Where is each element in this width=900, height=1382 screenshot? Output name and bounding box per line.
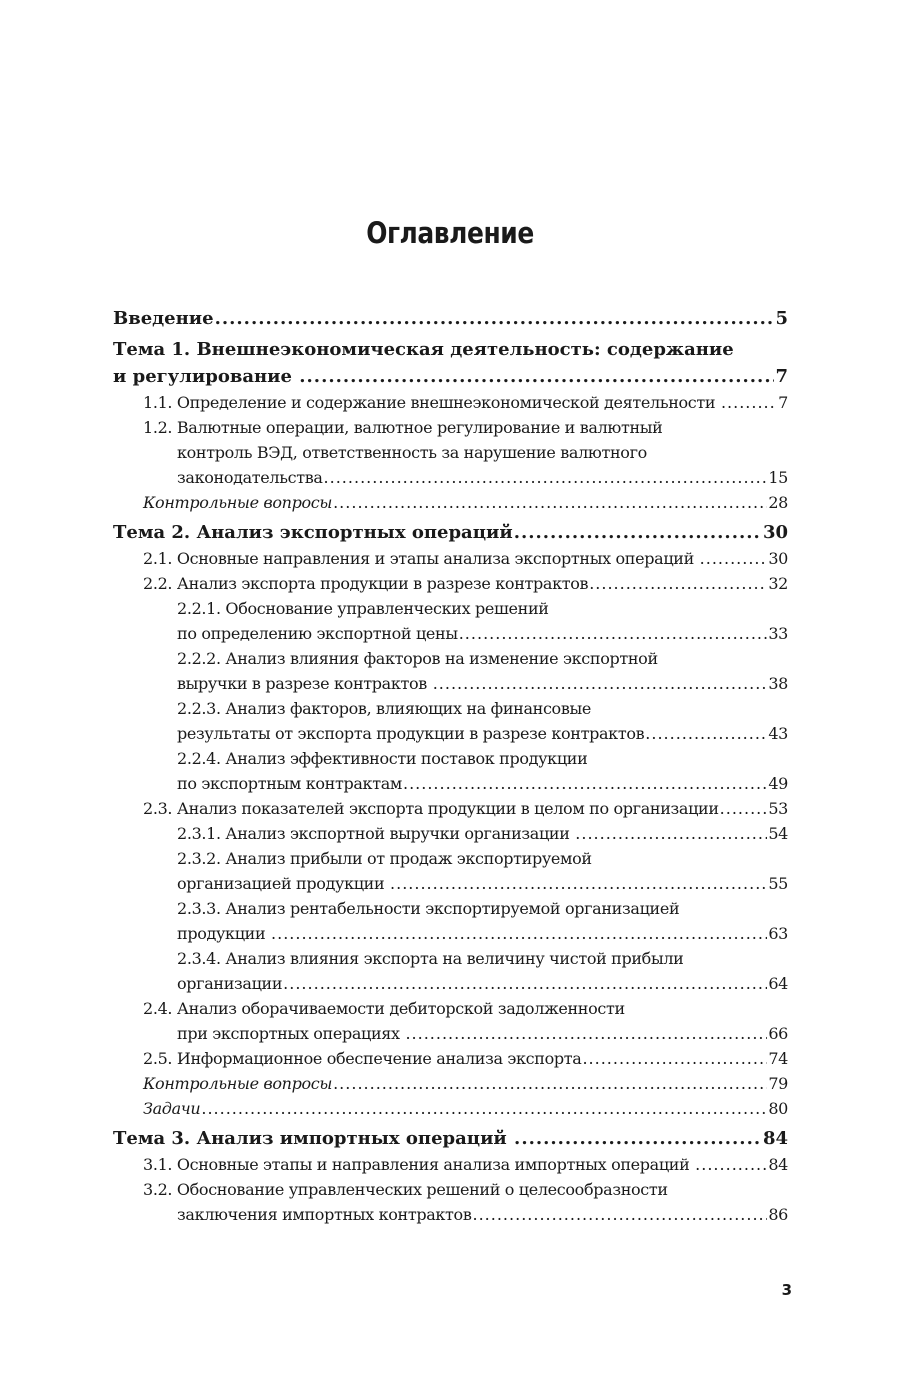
toc-entry-text: Задачи: [143, 1099, 201, 1118]
dot-leader: [201, 1096, 767, 1121]
toc-page-number: 53: [768, 799, 788, 818]
toc-entry-text: продукции: [177, 924, 271, 943]
toc-entry-text: 2.3.3. Анализ рентабельности экспортируемой организацией: [177, 899, 680, 918]
toc-entry-text: 2.5. Информационное обеспечение анализа экспорта: [143, 1049, 582, 1068]
toc-entry[interactable]: [113, 390, 788, 415]
toc-page-number: 86: [768, 1205, 788, 1224]
dot-leader: [514, 1125, 762, 1152]
toc-entry[interactable]: [113, 415, 788, 490]
toc-entry[interactable]: [113, 646, 788, 696]
dot-leader: [271, 921, 767, 946]
toc-entry-text: организацией продукции: [177, 874, 390, 893]
toc-page-number: 63: [768, 924, 788, 943]
toc-page-number: 66: [768, 1024, 788, 1043]
dot-leader: [720, 796, 768, 821]
toc-entry[interactable]: [113, 596, 788, 646]
toc-entry-text: при экспортных операциях: [177, 1024, 405, 1043]
dot-leader: [405, 1021, 767, 1046]
toc-page-number: 30: [768, 549, 788, 568]
toc-entry[interactable]: [113, 1125, 788, 1152]
toc-entry[interactable]: [113, 821, 788, 846]
toc-page-number: 64: [768, 974, 788, 993]
toc-entry-text: по экспортным контрактам: [177, 774, 402, 793]
toc-entry[interactable]: [113, 1071, 788, 1096]
toc-entry-text: 1.1. Определение и содержание внешнеэкономической деятельности: [143, 393, 720, 412]
toc-entry[interactable]: [113, 796, 788, 821]
toc-page-number: 33: [768, 624, 788, 643]
dot-leader: [582, 1046, 767, 1071]
dot-leader: [700, 546, 768, 571]
toc-page-number: 84: [762, 1128, 788, 1149]
toc-entry-text: Тема 2. Анализ экспортных операций: [113, 522, 513, 543]
toc-entry[interactable]: [113, 305, 788, 332]
toc-entry[interactable]: [113, 546, 788, 571]
toc-entry-text: выручки в разрезе контрактов: [177, 674, 432, 693]
toc-entry-text: 1.2. Валютные операции, валютное регулирование и валютный: [143, 418, 663, 437]
toc-entry-text: 2.4. Анализ оборачиваемости дебиторской задолженности: [143, 999, 625, 1018]
page-number: 3: [781, 1281, 792, 1299]
dot-leader: [333, 490, 767, 515]
toc-page-number: 74: [768, 1049, 788, 1068]
toc-entry[interactable]: [113, 490, 788, 515]
toc-entry-text: Контрольные вопросы: [143, 1074, 333, 1093]
toc-entry[interactable]: [113, 571, 788, 596]
toc-page-number: 54: [768, 824, 788, 843]
toc-entry-text: Тема 3. Анализ импортных операций: [113, 1128, 514, 1149]
dot-leader: [459, 621, 768, 646]
toc-page-number: 32: [768, 574, 788, 593]
dot-leader: [473, 1202, 768, 1227]
toc-entry-text: 2.2.3. Анализ факторов, влияющих на финансовые: [177, 699, 592, 718]
dot-leader: [283, 971, 767, 996]
dot-leader: [575, 821, 767, 846]
toc-page-number: 79: [768, 1074, 788, 1093]
toc-page-number: 7: [775, 366, 788, 387]
toc-entry-text: Введение: [113, 308, 214, 329]
dot-leader: [514, 519, 762, 546]
toc-entry[interactable]: [113, 946, 788, 996]
dot-leader: [333, 1071, 767, 1096]
toc-entry-text: заключения импортных контрактов: [177, 1205, 472, 1224]
toc-page-number: 30: [762, 522, 788, 543]
toc-page-number: 7: [778, 393, 788, 412]
toc-entry[interactable]: [113, 1096, 788, 1121]
toc-page-number: 55: [768, 874, 788, 893]
toc-entry[interactable]: [113, 519, 788, 546]
toc-page-number: 84: [768, 1155, 788, 1174]
toc-entry-text: 2.3. Анализ показателей экспорта продукции в целом по организации: [143, 799, 719, 818]
dot-leader: [215, 305, 775, 332]
toc-entry[interactable]: [113, 1046, 788, 1071]
toc-entry-text: Контрольные вопросы: [143, 493, 333, 512]
toc-entry[interactable]: [113, 1152, 788, 1177]
toc-entry-text: 3.2. Обоснование управленческих решений о целесообразности: [143, 1180, 668, 1199]
dot-leader: [721, 390, 777, 415]
toc-entry-text: контроль ВЭД, ответственность за нарушение валютного: [177, 443, 647, 462]
dot-leader: [390, 871, 767, 896]
dot-leader: [433, 671, 768, 696]
dot-leader: [589, 571, 767, 596]
dot-leader: [695, 1152, 767, 1177]
toc-page-number: 15: [768, 468, 788, 487]
toc-entry[interactable]: [113, 896, 788, 946]
table-of-contents: [113, 305, 788, 1227]
toc-entry-text: 2.3.4. Анализ влияния экспорта на величину чистой прибыли: [177, 949, 684, 968]
toc-entry-text: и регулирование: [113, 366, 299, 387]
toc-page-number: 49: [768, 774, 788, 793]
toc-entry-text: 2.1. Основные направления и этапы анализа экспортных операций: [143, 549, 699, 568]
toc-entry[interactable]: [113, 696, 788, 746]
toc-entry-text: 2.3.2. Анализ прибыли от продаж экспортируемой: [177, 849, 592, 868]
toc-entry-text: результаты от экспорта продукции в разрезе контрактов: [177, 724, 645, 743]
toc-entry-text: Тема 1. Внешнеэкономическая деятельность: содержание: [113, 339, 734, 360]
toc-page-number: 43: [768, 724, 788, 743]
dot-leader: [324, 465, 768, 490]
toc-entry-text: 2.2.4. Анализ эффективности поставок продукции: [177, 749, 588, 768]
toc-entry[interactable]: [113, 846, 788, 896]
toc-page-number: 5: [775, 308, 788, 329]
toc-entry[interactable]: [113, 336, 788, 390]
toc-entry[interactable]: [113, 746, 788, 796]
dot-leader: [403, 771, 767, 796]
toc-entry-text: 2.3.1. Анализ экспортной выручки организации: [177, 824, 575, 843]
toc-page-number: 38: [768, 674, 788, 693]
toc-page-number: 28: [768, 493, 788, 512]
toc-page-number: 80: [768, 1099, 788, 1118]
dot-leader: [299, 363, 774, 390]
toc-entry-text: законодательства: [177, 468, 323, 487]
toc-entry-text: 2.2.2. Анализ влияния факторов на изменение экспортной: [177, 649, 658, 668]
toc-entry-text: организации: [177, 974, 283, 993]
toc-entry[interactable]: [113, 1177, 788, 1227]
page-title: Оглавление: [366, 216, 534, 250]
dot-leader: [645, 721, 767, 746]
toc-entry-text: по определению экспортной цены: [177, 624, 458, 643]
toc-entry[interactable]: [113, 996, 788, 1046]
toc-entry-text: 3.1. Основные этапы и направления анализа импортных операций: [143, 1155, 695, 1174]
toc-entry-text: 2.2.1. Обоснование управленческих решений: [177, 599, 549, 618]
toc-entry-text: 2.2. Анализ экспорта продукции в разрезе контрактов: [143, 574, 589, 593]
